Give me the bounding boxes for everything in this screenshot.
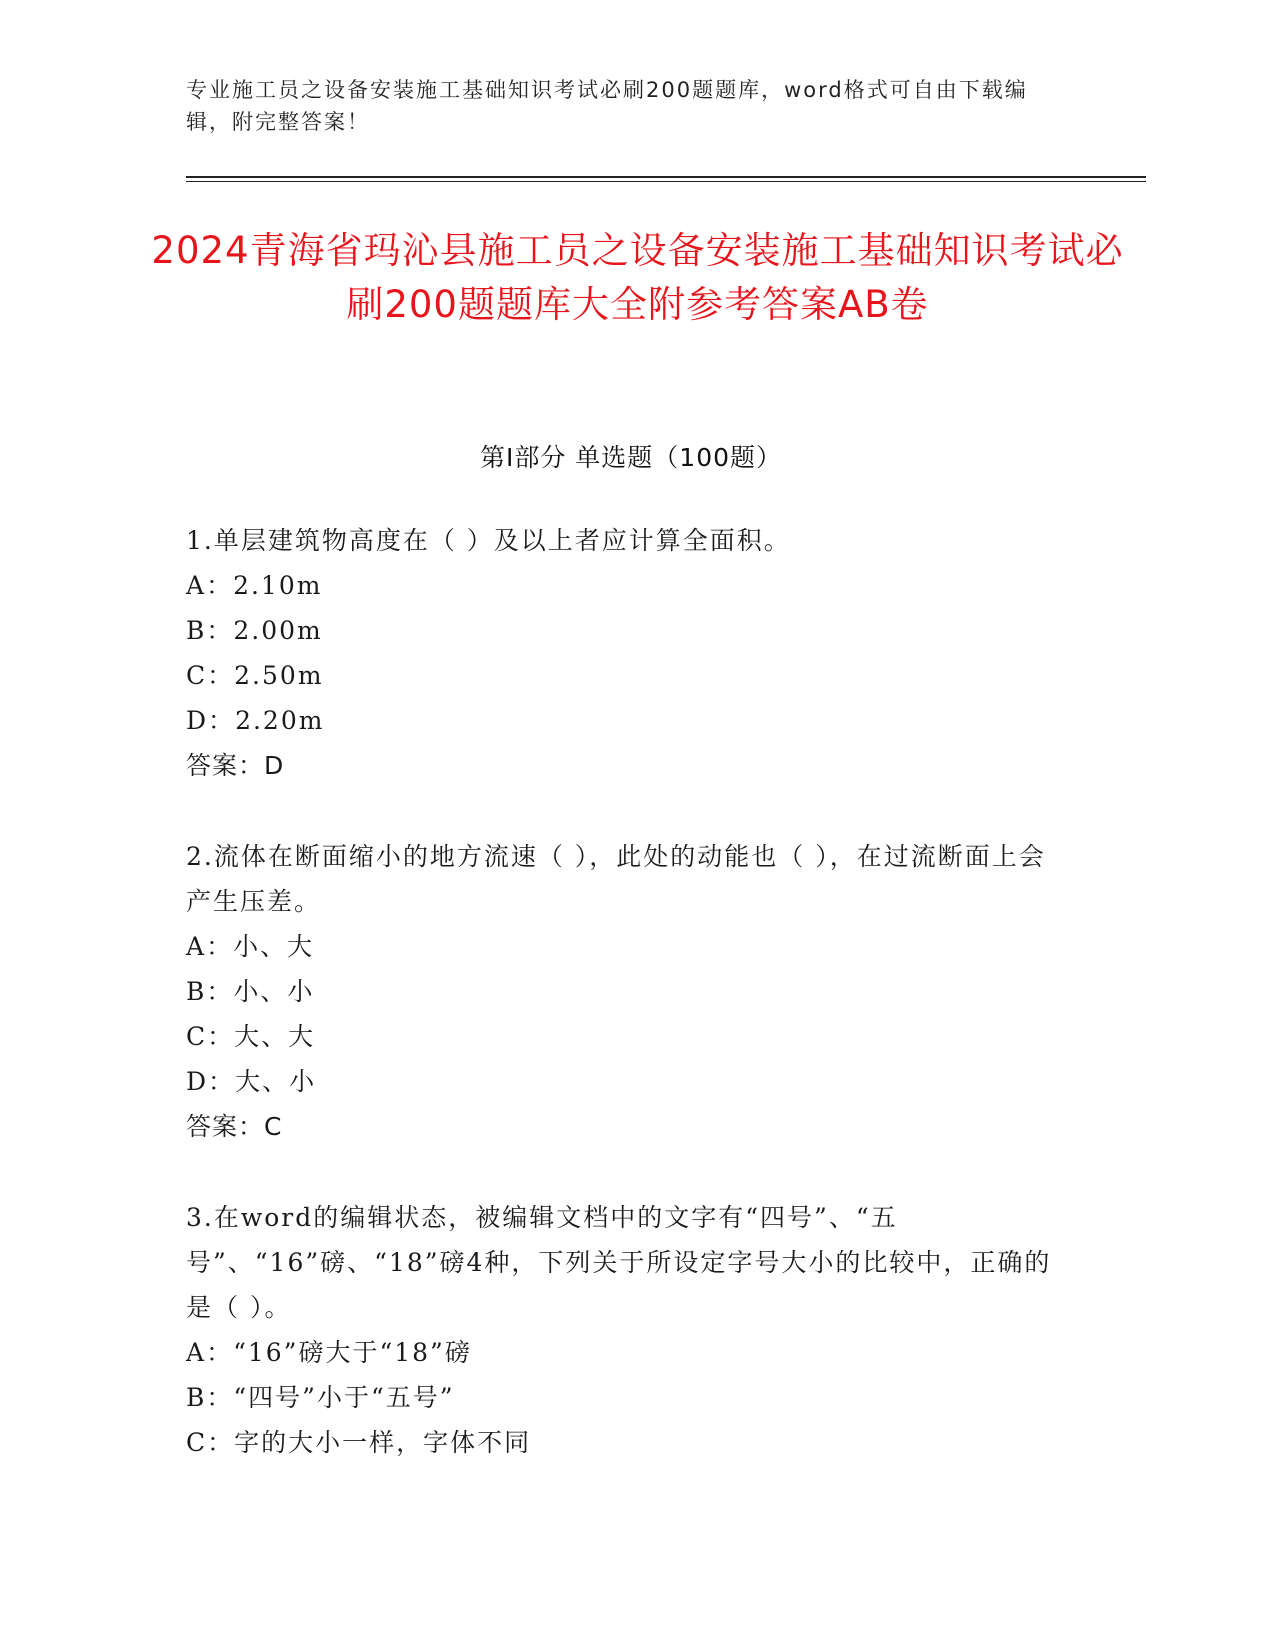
option-text: “16”磅大于“18”磅 [233,1338,472,1367]
option-text: 2.50m [234,661,324,690]
option-key: C [186,661,208,690]
option-key: A [186,932,207,961]
answer-line: 答案：D [186,751,285,780]
option-key: C [186,1428,208,1457]
option-text: “四号”小于“五号” [233,1383,455,1412]
option-key: B [186,977,207,1006]
option-key: A [186,1338,207,1367]
answer-line: 答案：C [186,1112,283,1141]
question-stem: 1.单层建筑物高度在（ ）及以上者应计算全面积。 [186,526,791,555]
header-rule-thick [186,176,1146,178]
option-key: C [186,1022,208,1051]
document-title: 2024青海省玛沁县施工员之设备安装施工基础知识考试必刷200题题库大全附参考答案AB卷 [151,229,1124,326]
option-b: B：“四号”小于“五号” [186,1375,1066,1420]
option-text: 大、大 [234,1022,316,1051]
option-text: 2.00m [233,616,323,645]
question-stem: 2.流体在断面缩小的地方流速（ ），此处的动能也（ ），在过流断面上会产生压差。 [186,842,1046,916]
question-2 [186,834,1066,1149]
option-c: C：大、大 [186,1014,1066,1059]
option-c: C：2.50m [186,653,1066,698]
section-title: 第I部分 单选题（100题） [479,443,783,472]
option-key: A [186,571,207,600]
header-rule-thin [186,181,1146,182]
option-b: B：小、小 [186,969,1066,1014]
option-d: D：2.20m [186,698,1066,743]
option-c: C：字的大小一样，字体不同 [186,1420,1066,1465]
option-a: A：小、大 [186,924,1066,969]
option-b: B：2.00m [186,608,1066,653]
option-text: 字的大小一样，字体不同 [234,1428,532,1457]
option-d: D：大、小 [186,1059,1066,1104]
page-header: 专业施工员之设备安装施工基础知识考试必刷200题题库，word格式可自由下载编辑，附完整答案！ [186,78,1028,134]
question-1 [186,518,1066,788]
question-stem: 3.在word的编辑状态，被编辑文档中的文字有“四号”、“五号”、“16”磅、“18”磅4种，下列关于所设定字号大小的比较中，正确的是（ ）。 [186,1203,1052,1322]
option-key: B [186,616,207,645]
option-a: A：2.10m [186,563,1066,608]
option-key: B [186,1383,207,1412]
option-key: D [186,1067,209,1096]
option-key: D [186,706,209,735]
option-text: 小、小 [233,977,315,1006]
question-3 [186,1195,1066,1465]
option-text: 大、小 [235,1067,317,1096]
option-text: 2.10m [233,571,323,600]
option-text: 2.20m [235,706,325,735]
option-text: 小、大 [233,932,315,961]
question-list [186,518,1066,1511]
option-a: A：“16”磅大于“18”磅 [186,1330,1066,1375]
